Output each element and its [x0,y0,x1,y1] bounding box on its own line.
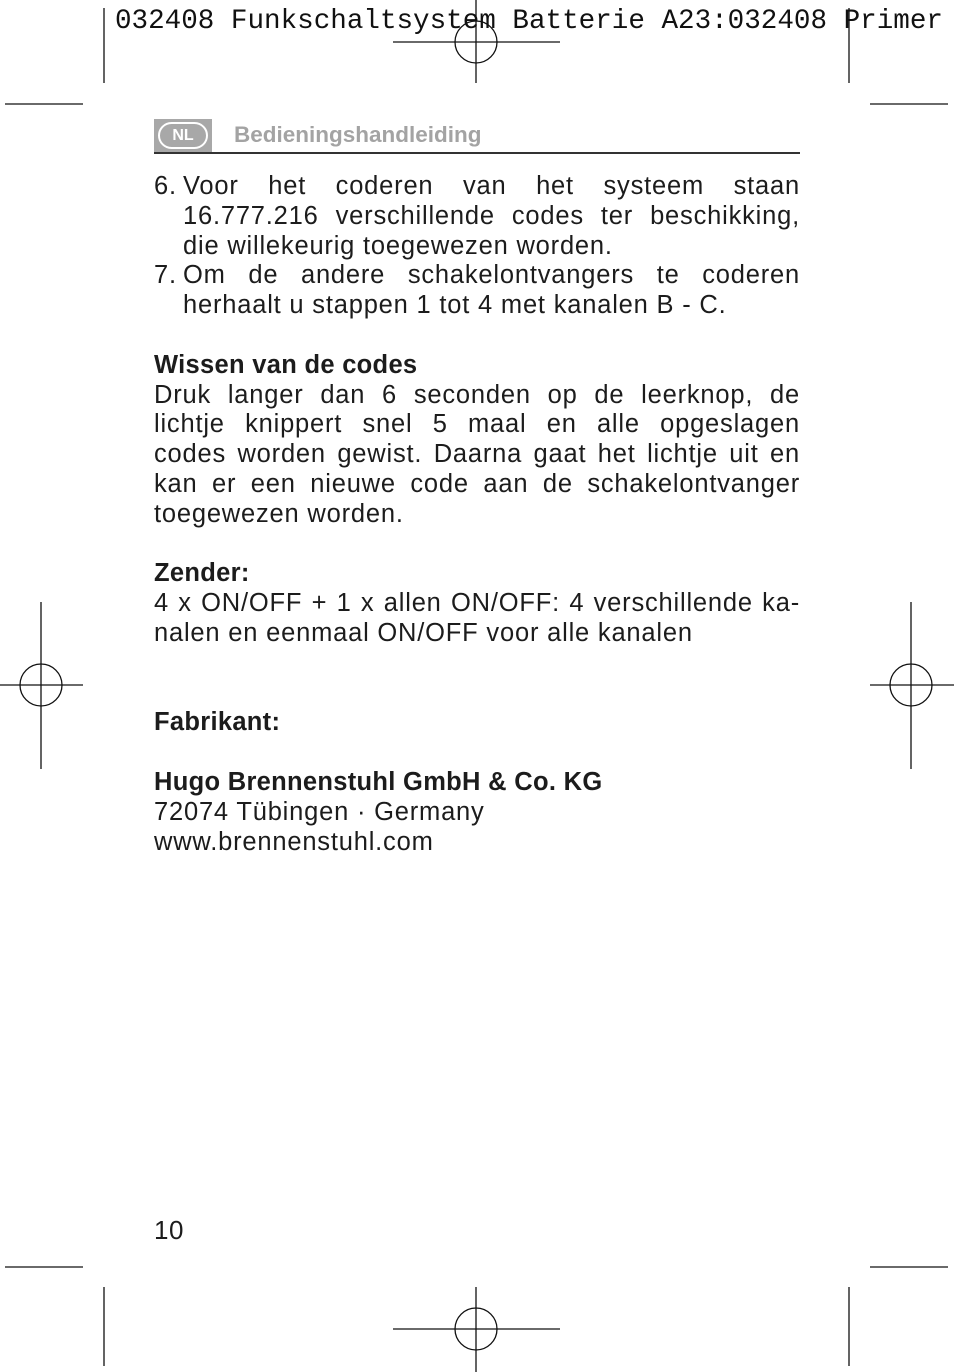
language-badge [154,119,212,152]
manual-title: Bedieningshandleiding [234,122,482,147]
section-heading: Wissen van de codes [154,350,418,379]
crop-mark-top-left [5,8,104,104]
spacer [154,679,800,709]
erase-codes-section [154,351,800,530]
spacer [154,738,800,768]
language-badge-label: NL [158,122,208,149]
text-line: Voor het coderen van het systeem staan [183,172,800,200]
registration-mark-left [0,602,83,769]
spacer [154,530,800,560]
crop-mark-top-right [849,8,948,104]
spacer [154,649,800,679]
crop-mark-bottom-right [849,1267,948,1366]
section-heading: Zender: [154,559,250,588]
step-text [183,261,800,321]
text-line: Om de andere schakelontvangers te coderen [183,261,800,290]
text-line: lichtje knippert snel 5 maal en alle opgeslagen [154,410,800,439]
page-number: 10 [154,1215,184,1245]
manufacturer-section [154,708,800,857]
text-line: nalen en eenmaal ON/OFF voor alle kanalen [154,618,693,647]
company-address: 72074 Tübingen · Germany [154,797,485,826]
text-line: Druk langer dan 6 seconden op de leerknop, de [154,380,800,409]
text-line: herhaalt u stappen 1 tot 4 met kanalen B - C. [183,291,727,320]
step-number: 7. [154,261,177,290]
crop-mark-bottom-left [5,1267,104,1366]
text-line: die willekeurig toegewezen worden. [183,231,613,260]
list-item-step-6 [154,172,800,261]
registration-mark-top [393,0,560,83]
transmitter-section [154,559,800,648]
step-text [183,172,800,261]
text-line: codes worden gewist. Daarna gaat het lichtje uit en [154,440,800,469]
section-header [154,119,800,153]
company-name: Hugo Brennenstuhl GmbH & Co. KG [154,767,603,796]
header-rule [154,152,800,154]
registration-mark-bottom [393,1287,560,1372]
text-line: 16.777.216 verschillende codes ter beschikking, [183,201,800,230]
list-item-step-7 [154,261,800,321]
step-number: 6. [154,172,177,200]
text-line: kan er een nieuwe code aan de schakelontvanger [154,469,800,498]
print-slug-line: 032408 Funkschaltsystem Batterie A23:032408 Primer [115,6,943,37]
section-heading: Fabrikant: [154,708,281,737]
text-line: 4 x ON/OFF + 1 x allen ON/OFF: 4 verschillende ka- [154,589,800,618]
text-line: toegewezen worden. [154,499,404,528]
company-website: www.brennenstuhl.com [154,827,434,856]
page-content [154,172,800,857]
spacer [154,321,800,351]
registration-mark-right [870,602,954,769]
